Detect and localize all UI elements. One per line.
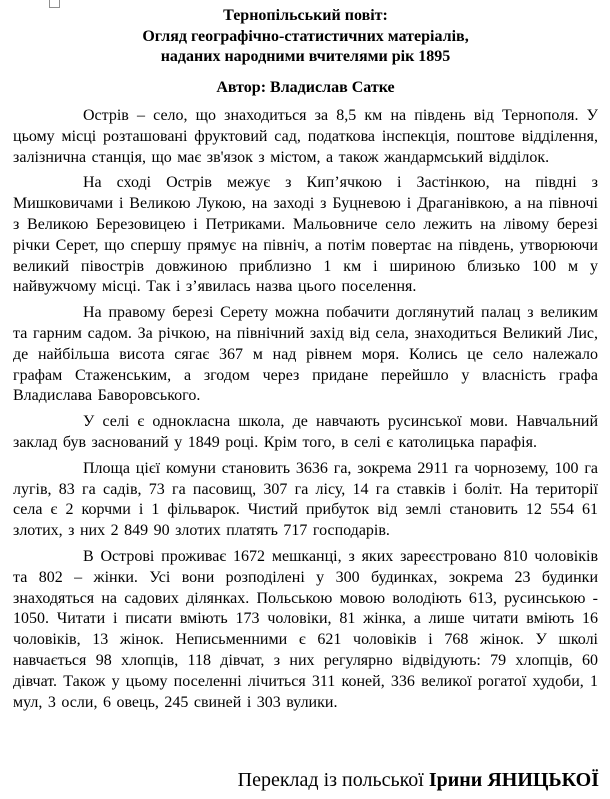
paragraph-population-stats: В Острові проживає 1672 мешканці, з яких зареєстровано 810 чоловіків та 802 – жінки. Усі вони розподілені у 300 будинках, зокрема 23 будинки знаходяться на садових ділянках. Польською мовою володіють 613, русинською - 1050. Читати і писати вміють 173 чоловіки, 81 жінка, а лише читати вміють 16 чоловіків, 13 жінок. Неписьменними є 621 чоловіків і 768 жінок. У школі навчається 98 хлопців, 118 дівчат, з них регулярно відвідують: 79 хлопців, 60 дівчат. Також у цьому поселенні лічиться 311 коней, 336 великої рогатої худоби, 1 мул, 3 осли, 6 овець, 245 свиней і 303 вулики. <box>13 547 598 711</box>
translation-credit <box>238 768 599 792</box>
empty-square-icon <box>49 0 60 8</box>
paragraph-village-location: Острів – село, що знаходиться за 8,5 км на південь від Тернополя. У цьому місці розташовані фруктовий сад, податкова інспекція, поштове відділення, залізнична станція, що має зв'язок з містом, а також жандармський відділок. <box>13 107 598 166</box>
title-line-year: наданих народними вчителями рік 1895 <box>160 48 451 65</box>
translator-name: Ірини ЯНИЦЬКОЇ <box>428 769 599 791</box>
title-line-county: Тернопільський повіт: <box>223 7 388 24</box>
paragraph-land-area: Площа цієї комуни становить 3636 га, зокрема 2911 га чорнозему, 100 га лугів, 83 га садів, 73 га пасовищ, 307 га лісу, 14 га ставків і боліт. На території села є 2 корчми і 1 фільварок. Чистий прибуток від землі становить 12 554 61 злотих, з них 2 849 90 злотих платять 717 господарів. <box>13 459 598 540</box>
translation-credit-prefix: Переклад із польської <box>237 769 429 791</box>
document-title <box>13 6 598 68</box>
paragraph-palace-owners: На правому березі Серету можна побачити доглянутий палац з великим та гарним садом. За річкою, на північний захід від села, знаходиться Великий Лис, де найбільша висота сягає 367 м над рівнем моря. Колись це село належало графам Стаженським, а згодом через придане перейшло у власність графа Владислава Баворовського. <box>13 304 598 405</box>
author-line: Автор: Владислав Сатке <box>216 78 395 96</box>
paragraph-borders-river: На сході Острів межує з Кип’ячкою і Застінкою, на півдні з Мишковичами і Великою Лукою, на заході з Буцневою і Драганівкою, а на півночі з Великою Березовицею і Петриками. Мальовниче село лежить на лівому березі річки Серет, що спершу прямує на північ, а потім повертає на південь, утворюючи великий півострів довжиною приблизно 1 км і шириною близько 100 м у найвужчому місці. Так і з’явилась назва цього поселення. <box>13 174 598 296</box>
document-body <box>13 106 598 713</box>
title-line-overview: Огляд географічно-статистичних матеріалів, <box>142 27 469 45</box>
paragraph-school-parish: У селі є однокласна школа, де навчають русинської мови. Навчальний заклад був заснований у 1849 році. Крім того, в селі є католицька парафія. <box>13 413 598 451</box>
